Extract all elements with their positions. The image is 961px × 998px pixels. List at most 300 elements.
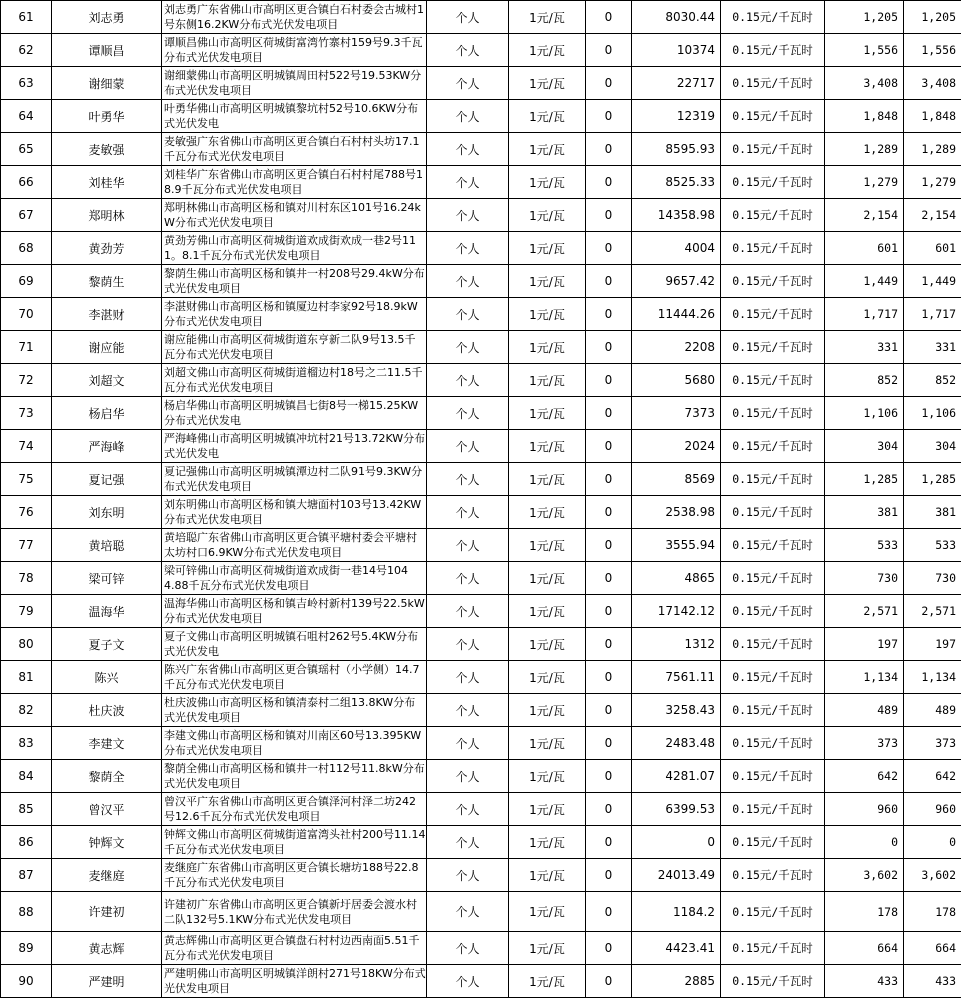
subsidy-amount: 1,106 (825, 397, 904, 430)
project-name: 李湛财佛山市高明区杨和镇厦边村李家92号18.9kW分布式光伏发电项目 (162, 298, 427, 331)
zero-value: 0 (586, 430, 632, 463)
generation-value: 8525.33 (632, 166, 721, 199)
subsidy-rate: 0.15元/千瓦时 (721, 34, 825, 67)
subsidy-amount: 2,571 (825, 595, 904, 628)
unit-price: 1元/瓦 (509, 133, 586, 166)
subsidy-rate: 0.15元/千瓦时 (721, 298, 825, 331)
unit-price: 1元/瓦 (509, 595, 586, 628)
row-number: 89 (1, 932, 52, 965)
subsidy-amount: 381 (825, 496, 904, 529)
project-name: 夏记强佛山市高明区明城镇潭边村二队91号9.3KW分布式光伏发电项目 (162, 463, 427, 496)
paid-amount: 601 (904, 232, 961, 265)
subsidy-rate: 0.15元/千瓦时 (721, 67, 825, 100)
table-row (1, 67, 961, 100)
zero-value: 0 (586, 892, 632, 932)
zero-value: 0 (586, 529, 632, 562)
row-number: 81 (1, 661, 52, 694)
project-name: 刘超文佛山市高明区荷城街道榴边村18号之二11.5千瓦分布式光伏发电项目 (162, 364, 427, 397)
unit-price: 1元/瓦 (509, 892, 586, 932)
generation-value: 24013.49 (632, 859, 721, 892)
owner-type: 个人 (427, 859, 509, 892)
owner-name: 叶勇华 (52, 100, 162, 133)
subsidy-amount: 1,449 (825, 265, 904, 298)
unit-price: 1元/瓦 (509, 397, 586, 430)
subsidy-rate: 0.15元/千瓦时 (721, 595, 825, 628)
row-number: 67 (1, 199, 52, 232)
paid-amount: 178 (904, 892, 961, 932)
table-row (1, 232, 961, 265)
zero-value: 0 (586, 859, 632, 892)
paid-amount: 2,571 (904, 595, 961, 628)
owner-type: 个人 (427, 965, 509, 998)
row-number: 86 (1, 826, 52, 859)
owner-name: 麦敏强 (52, 133, 162, 166)
owner-type: 个人 (427, 199, 509, 232)
owner-type: 个人 (427, 364, 509, 397)
owner-name: 李湛财 (52, 298, 162, 331)
zero-value: 0 (586, 364, 632, 397)
table-row (1, 100, 961, 133)
unit-price: 1元/瓦 (509, 331, 586, 364)
owner-name: 李建文 (52, 727, 162, 760)
owner-name: 黄志辉 (52, 932, 162, 965)
table-row (1, 199, 961, 232)
generation-value: 2208 (632, 331, 721, 364)
owner-type: 个人 (427, 694, 509, 727)
subsidy-rate: 0.15元/千瓦时 (721, 562, 825, 595)
row-number: 68 (1, 232, 52, 265)
subsidy-amount: 1,717 (825, 298, 904, 331)
row-number: 83 (1, 727, 52, 760)
paid-amount: 373 (904, 727, 961, 760)
row-number: 85 (1, 793, 52, 826)
unit-price: 1元/瓦 (509, 298, 586, 331)
project-name: 麦敏强广东省佛山市高明区更合镇白石村村头坊17.1千瓦分布式光伏发电项目 (162, 133, 427, 166)
unit-price: 1元/瓦 (509, 364, 586, 397)
owner-name: 杨启华 (52, 397, 162, 430)
paid-amount: 489 (904, 694, 961, 727)
subsidy-rate: 0.15元/千瓦时 (721, 826, 825, 859)
generation-value: 8595.93 (632, 133, 721, 166)
zero-value: 0 (586, 932, 632, 965)
paid-amount: 1,848 (904, 100, 961, 133)
unit-price: 1元/瓦 (509, 562, 586, 595)
unit-price: 1元/瓦 (509, 496, 586, 529)
owner-name: 黄劲芳 (52, 232, 162, 265)
project-name: 钟辉文佛山市高明区荷城街道富湾头社村200号11.14千瓦分布式光伏发电项目 (162, 826, 427, 859)
table-row (1, 859, 961, 892)
row-number: 70 (1, 298, 52, 331)
zero-value: 0 (586, 331, 632, 364)
owner-type: 个人 (427, 892, 509, 932)
subsidy-rate: 0.15元/千瓦时 (721, 199, 825, 232)
subsidy-amount: 1,134 (825, 661, 904, 694)
paid-amount: 3,408 (904, 67, 961, 100)
paid-amount: 642 (904, 760, 961, 793)
subsidy-rate: 0.15元/千瓦时 (721, 760, 825, 793)
project-name: 陈兴广东省佛山市高明区更合镇瑶村（小学侧）14.7千瓦分布式光伏发电项目 (162, 661, 427, 694)
unit-price: 1元/瓦 (509, 1, 586, 34)
unit-price: 1元/瓦 (509, 463, 586, 496)
unit-price: 1元/瓦 (509, 932, 586, 965)
unit-price: 1元/瓦 (509, 67, 586, 100)
generation-value: 8030.44 (632, 1, 721, 34)
project-name: 郑明林佛山市高明区杨和镇对川村东区101号16.24kW分布式光伏发电项目 (162, 199, 427, 232)
subsidy-rate: 0.15元/千瓦时 (721, 661, 825, 694)
generation-value: 7373 (632, 397, 721, 430)
subsidy-amount: 642 (825, 760, 904, 793)
table-row (1, 1, 961, 34)
row-number: 69 (1, 265, 52, 298)
owner-name: 谢细蒙 (52, 67, 162, 100)
subsidy-amount: 331 (825, 331, 904, 364)
subsidy-rate: 0.15元/千瓦时 (721, 1, 825, 34)
paid-amount: 533 (904, 529, 961, 562)
subsidy-amount: 489 (825, 694, 904, 727)
table-row (1, 133, 961, 166)
owner-type: 个人 (427, 232, 509, 265)
project-name: 叶勇华佛山市高明区明城镇黎坑村52号10.6KW分布式光伏发电 (162, 100, 427, 133)
owner-type: 个人 (427, 34, 509, 67)
paid-amount: 433 (904, 965, 961, 998)
subsidy-amount: 197 (825, 628, 904, 661)
unit-price: 1元/瓦 (509, 34, 586, 67)
zero-value: 0 (586, 694, 632, 727)
table-row (1, 529, 961, 562)
owner-type: 个人 (427, 661, 509, 694)
table-row (1, 932, 961, 965)
generation-value: 1312 (632, 628, 721, 661)
unit-price: 1元/瓦 (509, 430, 586, 463)
project-name: 刘东明佛山市高明区杨和镇大塘面村103号13.42KW分布式光伏发电项目 (162, 496, 427, 529)
paid-amount: 730 (904, 562, 961, 595)
row-number: 75 (1, 463, 52, 496)
zero-value: 0 (586, 661, 632, 694)
owner-type: 个人 (427, 760, 509, 793)
paid-amount: 1,449 (904, 265, 961, 298)
generation-value: 6399.53 (632, 793, 721, 826)
paid-amount: 304 (904, 430, 961, 463)
table-body (1, 1, 961, 998)
owner-name: 刘超文 (52, 364, 162, 397)
owner-type: 个人 (427, 932, 509, 965)
project-name: 曾汉平广东省佛山市高明区更合镇泽河村泽二坊242号12.6千瓦分布式光伏发电项目 (162, 793, 427, 826)
owner-name: 谭顺昌 (52, 34, 162, 67)
subsidy-rate: 0.15元/千瓦时 (721, 694, 825, 727)
subsidy-rate: 0.15元/千瓦时 (721, 166, 825, 199)
zero-value: 0 (586, 793, 632, 826)
owner-name: 黄培聪 (52, 529, 162, 562)
zero-value: 0 (586, 232, 632, 265)
owner-name: 郑明林 (52, 199, 162, 232)
unit-price: 1元/瓦 (509, 965, 586, 998)
zero-value: 0 (586, 1, 632, 34)
subsidy-amount: 1,285 (825, 463, 904, 496)
subsidy-rate: 0.15元/千瓦时 (721, 496, 825, 529)
table-row (1, 463, 961, 496)
owner-type: 个人 (427, 496, 509, 529)
generation-value: 8569 (632, 463, 721, 496)
paid-amount: 1,285 (904, 463, 961, 496)
row-number: 77 (1, 529, 52, 562)
project-name: 黎荫生佛山市高明区杨和镇井一村208号29.4kW分布式光伏发电项目 (162, 265, 427, 298)
owner-type: 个人 (427, 826, 509, 859)
table-row (1, 694, 961, 727)
subsidy-amount: 304 (825, 430, 904, 463)
owner-name: 温海华 (52, 595, 162, 628)
row-number: 76 (1, 496, 52, 529)
owner-type: 个人 (427, 430, 509, 463)
subsidy-rate: 0.15元/千瓦时 (721, 397, 825, 430)
project-name: 黄培聪广东省佛山市高明区更合镇平塘村委会平塘村太坊村口6.9KW分布式光伏发电项目 (162, 529, 427, 562)
unit-price: 1元/瓦 (509, 727, 586, 760)
owner-type: 个人 (427, 67, 509, 100)
project-name: 温海华佛山市高明区杨和镇吉岭村新村139号22.5kW分布式光伏发电项目 (162, 595, 427, 628)
owner-name: 梁可锌 (52, 562, 162, 595)
subsidy-amount: 178 (825, 892, 904, 932)
zero-value: 0 (586, 166, 632, 199)
table-row (1, 397, 961, 430)
row-number: 87 (1, 859, 52, 892)
row-number: 78 (1, 562, 52, 595)
subsidy-rate: 0.15元/千瓦时 (721, 892, 825, 932)
generation-value: 22717 (632, 67, 721, 100)
table-row (1, 826, 961, 859)
row-number: 71 (1, 331, 52, 364)
unit-price: 1元/瓦 (509, 628, 586, 661)
paid-amount: 381 (904, 496, 961, 529)
paid-amount: 1,106 (904, 397, 961, 430)
zero-value: 0 (586, 100, 632, 133)
subsidy-amount: 664 (825, 932, 904, 965)
generation-value: 1184.2 (632, 892, 721, 932)
generation-value: 5680 (632, 364, 721, 397)
generation-value: 17142.12 (632, 595, 721, 628)
subsidy-amount: 1,556 (825, 34, 904, 67)
subsidy-amount: 1,279 (825, 166, 904, 199)
owner-name: 刘桂华 (52, 166, 162, 199)
generation-value: 2538.98 (632, 496, 721, 529)
owner-name: 钟辉文 (52, 826, 162, 859)
unit-price: 1元/瓦 (509, 265, 586, 298)
subsidy-amount: 2,154 (825, 199, 904, 232)
subsidy-amount: 533 (825, 529, 904, 562)
table-row (1, 892, 961, 932)
generation-value: 4865 (632, 562, 721, 595)
unit-price: 1元/瓦 (509, 859, 586, 892)
project-name: 刘桂华广东省佛山市高明区更合镇白石村村尾788号18.9千瓦分布式光伏发电项目 (162, 166, 427, 199)
zero-value: 0 (586, 826, 632, 859)
project-name: 黄劲芳佛山市高明区荷城街道欢成街欢成一巷2号111。8.1千瓦分布式光伏发电项目 (162, 232, 427, 265)
subsidy-amount: 852 (825, 364, 904, 397)
subsidy-rate: 0.15元/千瓦时 (721, 331, 825, 364)
subsidy-rate: 0.15元/千瓦时 (721, 133, 825, 166)
row-number: 80 (1, 628, 52, 661)
subsidy-rate: 0.15元/千瓦时 (721, 232, 825, 265)
paid-amount: 1,556 (904, 34, 961, 67)
paid-amount: 1,279 (904, 166, 961, 199)
generation-value: 14358.98 (632, 199, 721, 232)
paid-amount: 3,602 (904, 859, 961, 892)
unit-price: 1元/瓦 (509, 793, 586, 826)
subsidy-rate: 0.15元/千瓦时 (721, 430, 825, 463)
project-name: 梁可锌佛山市高明区荷城街道欢成街一巷14号104 4.88千瓦分布式光伏发电项目 (162, 562, 427, 595)
zero-value: 0 (586, 727, 632, 760)
table-row (1, 265, 961, 298)
owner-type: 个人 (427, 562, 509, 595)
subsidy-amount: 960 (825, 793, 904, 826)
subsidy-rate: 0.15元/千瓦时 (721, 793, 825, 826)
row-number: 73 (1, 397, 52, 430)
table-row (1, 430, 961, 463)
zero-value: 0 (586, 265, 632, 298)
zero-value: 0 (586, 965, 632, 998)
subsidy-rate: 0.15元/千瓦时 (721, 265, 825, 298)
owner-name: 曾汉平 (52, 793, 162, 826)
owner-type: 个人 (427, 793, 509, 826)
zero-value: 0 (586, 628, 632, 661)
owner-type: 个人 (427, 100, 509, 133)
paid-amount: 331 (904, 331, 961, 364)
row-number: 63 (1, 67, 52, 100)
project-name: 夏子文佛山市高明区明城镇石咀村262号5.4KW分布式光伏发电 (162, 628, 427, 661)
owner-name: 刘东明 (52, 496, 162, 529)
generation-value: 10374 (632, 34, 721, 67)
owner-type: 个人 (427, 166, 509, 199)
table-row (1, 562, 961, 595)
project-name: 麦继庭广东省佛山市高明区更合镇长塘坊188号22.8千瓦分布式光伏发电项目 (162, 859, 427, 892)
zero-value: 0 (586, 298, 632, 331)
unit-price: 1元/瓦 (509, 760, 586, 793)
project-name: 黄志辉佛山市高明区更合镇盘石村村边西南面5.51千瓦分布式光伏发电项目 (162, 932, 427, 965)
generation-value: 7561.11 (632, 661, 721, 694)
row-number: 74 (1, 430, 52, 463)
row-number: 65 (1, 133, 52, 166)
paid-amount: 0 (904, 826, 961, 859)
owner-type: 个人 (427, 1, 509, 34)
table-row (1, 727, 961, 760)
generation-value: 3555.94 (632, 529, 721, 562)
row-number: 72 (1, 364, 52, 397)
project-name: 李建文佛山市高明区杨和镇对川南区60号13.395KW分布式光伏发电项目 (162, 727, 427, 760)
unit-price: 1元/瓦 (509, 100, 586, 133)
table-row (1, 331, 961, 364)
generation-value: 4004 (632, 232, 721, 265)
row-number: 82 (1, 694, 52, 727)
owner-name: 严海峰 (52, 430, 162, 463)
subsidy-amount: 433 (825, 965, 904, 998)
row-number: 61 (1, 1, 52, 34)
paid-amount: 197 (904, 628, 961, 661)
paid-amount: 1,134 (904, 661, 961, 694)
table-row (1, 34, 961, 67)
paid-amount: 2,154 (904, 199, 961, 232)
row-number: 66 (1, 166, 52, 199)
owner-name: 杜庆波 (52, 694, 162, 727)
owner-type: 个人 (427, 628, 509, 661)
subsidy-amount: 730 (825, 562, 904, 595)
owner-name: 严建明 (52, 965, 162, 998)
generation-value: 2885 (632, 965, 721, 998)
unit-price: 1元/瓦 (509, 661, 586, 694)
unit-price: 1元/瓦 (509, 232, 586, 265)
row-number: 90 (1, 965, 52, 998)
zero-value: 0 (586, 67, 632, 100)
owner-type: 个人 (427, 133, 509, 166)
generation-value: 11444.26 (632, 298, 721, 331)
zero-value: 0 (586, 595, 632, 628)
project-name: 杨启华佛山市高明区明城镇昌七街8号一梯15.25KW分布式光伏发电 (162, 397, 427, 430)
project-name: 谢应能佛山市高明区荷城街道东亨新二队9号13.5千瓦分布式光伏发电项目 (162, 331, 427, 364)
owner-name: 黎荫生 (52, 265, 162, 298)
owner-name: 刘志勇 (52, 1, 162, 34)
paid-amount: 664 (904, 932, 961, 965)
table-row (1, 166, 961, 199)
zero-value: 0 (586, 397, 632, 430)
owner-name: 麦继庭 (52, 859, 162, 892)
owner-type: 个人 (427, 298, 509, 331)
project-name: 刘志勇广东省佛山市高明区更合镇白石村委会古城村1号东侧16.2KW分布式光伏发电项目 (162, 1, 427, 34)
project-name: 许建初广东省佛山市高明区更合镇新圩居委会渡水村二队132号5.1KW分布式光伏发电项目 (162, 892, 427, 932)
subsidy-amount: 3,602 (825, 859, 904, 892)
generation-value: 4423.41 (632, 932, 721, 965)
subsidy-rate: 0.15元/千瓦时 (721, 628, 825, 661)
subsidy-rate: 0.15元/千瓦时 (721, 364, 825, 397)
zero-value: 0 (586, 463, 632, 496)
generation-value: 9657.42 (632, 265, 721, 298)
project-name: 谢细蒙佛山市高明区明城镇周田村522号19.53KW分布式光伏发电项目 (162, 67, 427, 100)
owner-type: 个人 (427, 727, 509, 760)
project-name: 黎荫全佛山市高明区杨和镇井一村112号11.8kW分布式光伏发电项目 (162, 760, 427, 793)
table-row (1, 595, 961, 628)
zero-value: 0 (586, 199, 632, 232)
zero-value: 0 (586, 34, 632, 67)
subsidy-rate: 0.15元/千瓦时 (721, 463, 825, 496)
subsidy-rate: 0.15元/千瓦时 (721, 529, 825, 562)
zero-value: 0 (586, 496, 632, 529)
owner-type: 个人 (427, 463, 509, 496)
subsidy-amount: 1,848 (825, 100, 904, 133)
row-number: 64 (1, 100, 52, 133)
generation-value: 0 (632, 826, 721, 859)
zero-value: 0 (586, 133, 632, 166)
owner-name: 许建初 (52, 892, 162, 932)
subsidy-amount: 1,205 (825, 1, 904, 34)
owner-name: 陈兴 (52, 661, 162, 694)
subsidy-amount: 0 (825, 826, 904, 859)
project-name: 严海峰佛山市高明区明城镇冲坑村21号13.72KW分布式光伏发电 (162, 430, 427, 463)
generation-value: 2024 (632, 430, 721, 463)
subsidy-rate: 0.15元/千瓦时 (721, 100, 825, 133)
subsidy-rate: 0.15元/千瓦时 (721, 859, 825, 892)
table-row (1, 628, 961, 661)
project-name: 严建明佛山市高明区明城镇洋朗村271号18KW分布式光伏发电项目 (162, 965, 427, 998)
subsidy-rate: 0.15元/千瓦时 (721, 965, 825, 998)
row-number: 79 (1, 595, 52, 628)
unit-price: 1元/瓦 (509, 199, 586, 232)
paid-amount: 1,717 (904, 298, 961, 331)
zero-value: 0 (586, 760, 632, 793)
generation-value: 4281.07 (632, 760, 721, 793)
generation-value: 12319 (632, 100, 721, 133)
subsidy-amount: 1,289 (825, 133, 904, 166)
paid-amount: 1,289 (904, 133, 961, 166)
owner-type: 个人 (427, 265, 509, 298)
generation-value: 2483.48 (632, 727, 721, 760)
subsidy-amount: 373 (825, 727, 904, 760)
project-name: 谭顺昌佛山市高明区荷城街富湾竹寨村159号9.3千瓦分布式光伏发电项目 (162, 34, 427, 67)
owner-name: 黎荫全 (52, 760, 162, 793)
